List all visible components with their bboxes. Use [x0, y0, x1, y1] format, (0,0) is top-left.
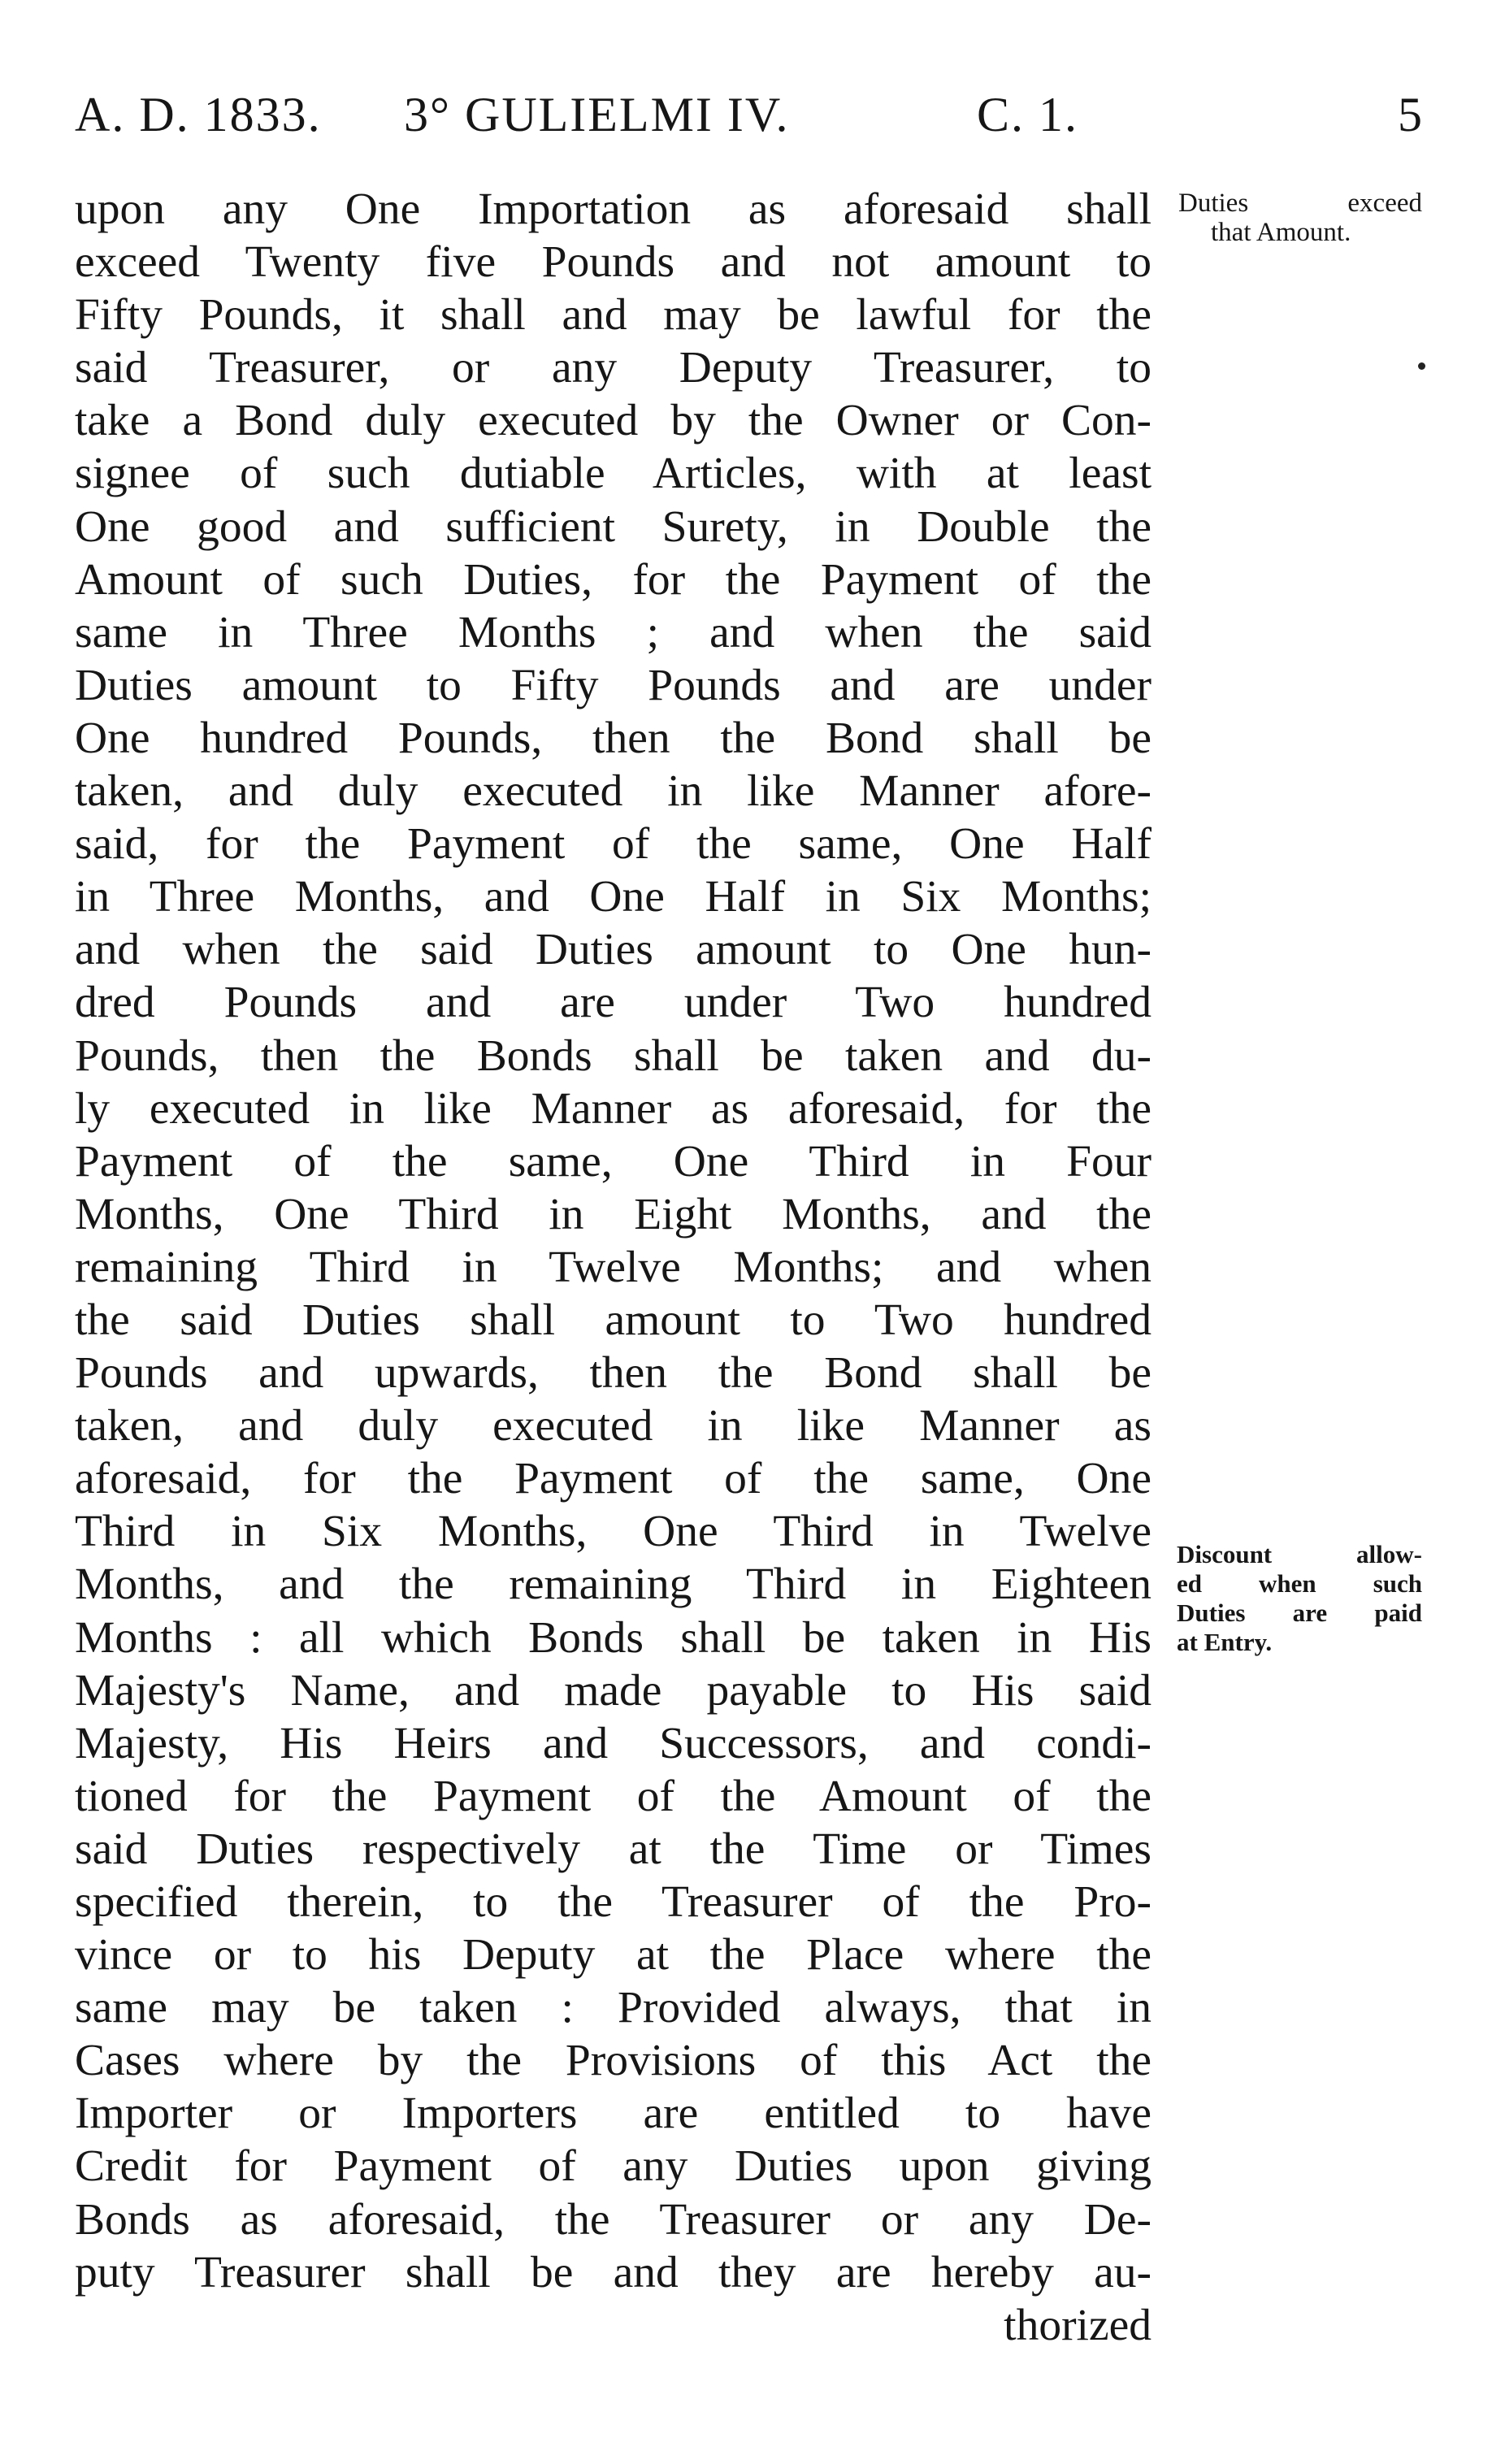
body-line: vince or to his Deputy at the Place where the [75, 1930, 1152, 1980]
page-number: 5 [1398, 88, 1424, 141]
body-line: the said Duties shall amount to Two hundred [75, 1295, 1152, 1345]
body-line: Duties amount to Fifty Pounds and are under [75, 660, 1152, 710]
body-line: Credit for Payment of any Duties upon giving [75, 2141, 1152, 2192]
margin-note-line: Discount allow- [1177, 1540, 1422, 1568]
body-line: Third in Six Months, One Third in Twelve [75, 1507, 1152, 1557]
body-line: ly executed in like Manner as aforesaid, for the [75, 1083, 1152, 1134]
body-line: signee of such dutiable Articles, with at least [75, 449, 1152, 499]
body-line: Majesty's Name, and made payable to His said [75, 1665, 1152, 1716]
body-line: aforesaid, for the Payment of the same, One [75, 1454, 1152, 1504]
body-line: specified therein, to the Treasurer of the Pro- [75, 1877, 1152, 1927]
body-line: puty Treasurer shall be and they are hereby au- [75, 2247, 1152, 2297]
body-line: One hundred Pounds, then the Bond shall be [75, 713, 1152, 763]
margin-note-line: Duties exceed [1178, 189, 1422, 218]
body-line: Fifty Pounds, it shall and may be lawful for the [75, 290, 1152, 341]
body-line: Importer or Importers are entitled to have [75, 2089, 1152, 2139]
margin-note-line: Duties are paid [1177, 1599, 1422, 1627]
running-head [75, 78, 1424, 151]
body-line: Months : all which Bonds shall be taken in His [75, 1612, 1152, 1663]
body-line: exceed Twenty five Pounds and not amount to [75, 237, 1152, 288]
margin-note-line: ed when such [1177, 1569, 1422, 1598]
running-head-year: A. D. 1833. [75, 88, 322, 141]
running-head-regnal-year: 3° GULIELMI IV. [404, 88, 790, 141]
margin-note-duties-exceed [1178, 189, 1422, 247]
body-line: Pounds, then the Bonds shall be taken and du- [75, 1030, 1152, 1081]
body-line: tioned for the Payment of the Amount of the [75, 1771, 1152, 1821]
body-line: taken, and duly executed in like Manner afore- [75, 766, 1152, 817]
body-line: Payment of the same, One Third in Four [75, 1136, 1152, 1186]
body-line: take a Bond duly executed by the Owner or Con- [75, 396, 1152, 446]
body-line: same in Three Months ; and when the said [75, 607, 1152, 657]
body-text [75, 183, 1152, 2352]
body-line: dred Pounds and are under Two hundred [75, 978, 1152, 1028]
body-line: Months, and the remaining Third in Eighteen [75, 1560, 1152, 1610]
margin-note-line: that Amount. [1211, 218, 1351, 247]
body-line: said Duties respectively at the Time or Times [75, 1824, 1152, 1874]
body-line: Majesty, His Heirs and Successors, and condi- [75, 1718, 1152, 1768]
body-line: Bonds as aforesaid, the Treasurer or any De- [75, 2194, 1152, 2245]
body-line: said Treasurer, or any Deputy Treasurer, to [75, 343, 1152, 393]
margin-note-line: at Entry. [1177, 1628, 1273, 1656]
running-head-chapter: C. 1. [977, 88, 1079, 141]
body-line: taken, and duly executed in like Manner as [75, 1401, 1152, 1451]
catchword: thorized [1004, 2300, 1152, 2350]
body-line: Pounds and upwards, then the Bond shall be [75, 1348, 1152, 1399]
body-line: and when the said Duties amount to One hun- [75, 925, 1152, 975]
body-line: upon any One Importation as aforesaid shall [75, 184, 1152, 234]
body-line: Amount of such Duties, for the Payment of the [75, 554, 1152, 605]
body-line: Cases where by the Provisions of this Act the [75, 2036, 1152, 2086]
ink-dot [1418, 362, 1425, 370]
body-line: One good and sufficient Surety, in Double the [75, 501, 1152, 552]
margin-note-discount [1177, 1540, 1422, 1657]
body-line: same may be taken : Provided always, that in [75, 1983, 1152, 2033]
body-line: Months, One Third in Eight Months, and the [75, 1189, 1152, 1239]
body-line: remaining Third in Twelve Months; and when [75, 1242, 1152, 1292]
body-line: said, for the Payment of the same, One Half [75, 819, 1152, 870]
body-line: in Three Months, and One Half in Six Months; [75, 872, 1152, 922]
